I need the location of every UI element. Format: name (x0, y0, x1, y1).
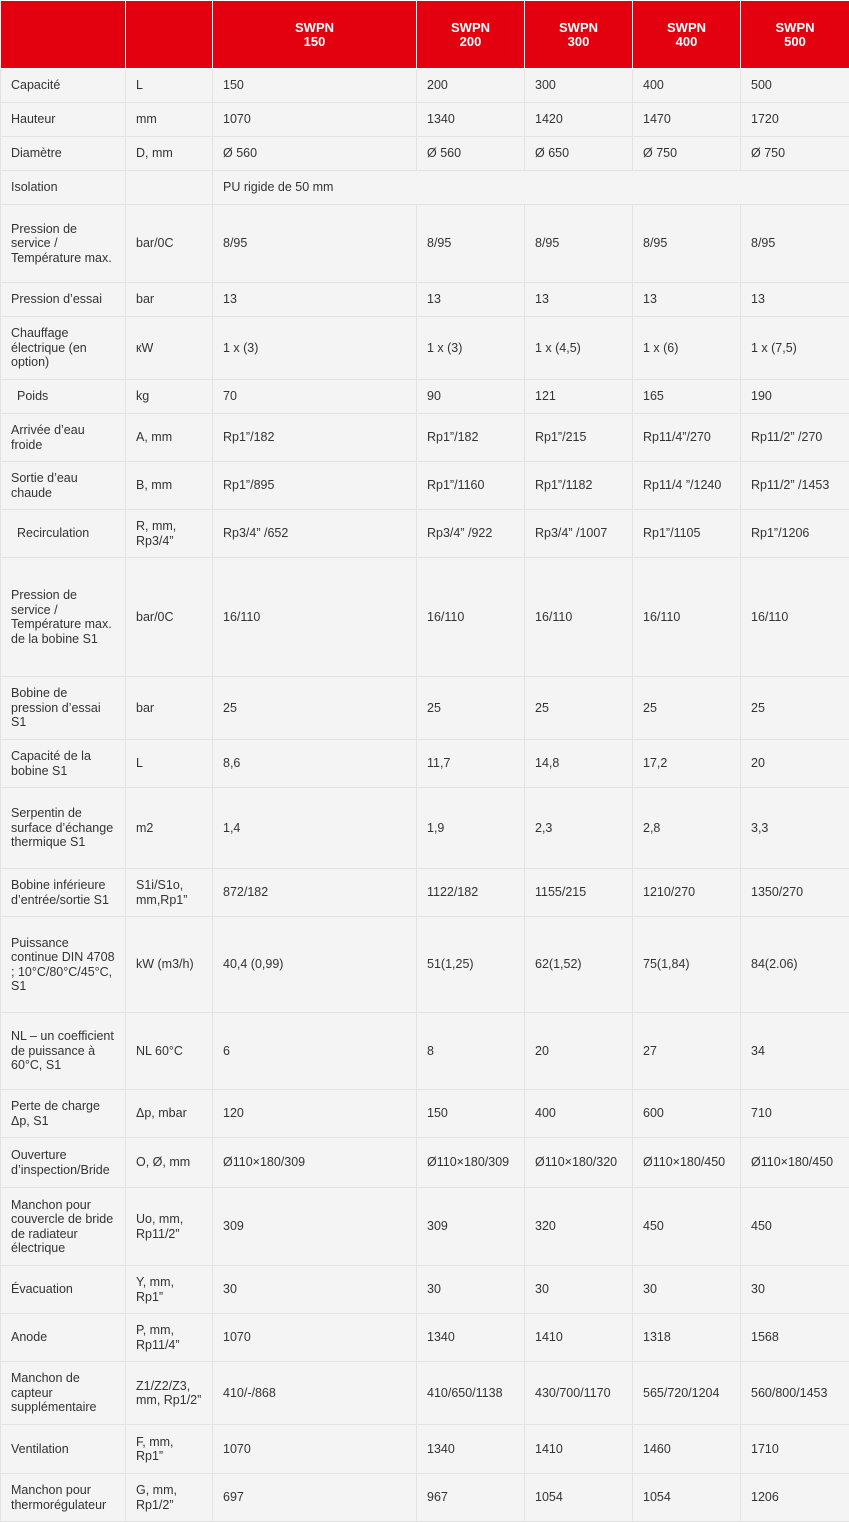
row-unit: bar/0C (126, 205, 213, 283)
table-cell: Rp3/4” /922 (417, 510, 525, 558)
table-cell: 8/95 (213, 205, 417, 283)
table-row (1, 414, 849, 462)
header-cell: SWPN 150 (213, 1, 417, 69)
header-cell: SWPN 200 (417, 1, 525, 69)
table-cell: 1 x (6) (633, 317, 741, 380)
table-cell: Ø 750 (633, 137, 741, 171)
table-cell: Ø110×180/450 (633, 1138, 741, 1188)
table-cell: 27 (633, 1013, 741, 1090)
table-cell: 8,6 (213, 740, 417, 788)
row-label: Capacité de la bobine S1 (1, 740, 126, 788)
table-cell: 1,4 (213, 788, 417, 869)
table-cell: Ø 560 (417, 137, 525, 171)
row-unit: L (126, 69, 213, 103)
row-label: Serpentin de surface d’échange thermique S1 (1, 788, 126, 869)
table-cell: 1410 (525, 1314, 633, 1362)
row-unit: bar (126, 283, 213, 317)
header-cell: SWPN 300 (525, 1, 633, 69)
table-cell: 90 (417, 380, 525, 414)
table-row (1, 1474, 849, 1522)
row-unit: Δp, mbar (126, 1090, 213, 1138)
table-cell: 1318 (633, 1314, 741, 1362)
table-cell: 70 (213, 380, 417, 414)
header-cell: SWPN 400 (633, 1, 741, 69)
table-cell: Rp11/4 ”/1240 (633, 462, 741, 510)
table-cell: 1340 (417, 103, 525, 137)
table-cell: 1720 (741, 103, 849, 137)
table-cell: 872/182 (213, 869, 417, 917)
table-cell: 13 (633, 283, 741, 317)
table-cell: 8/95 (633, 205, 741, 283)
table-cell: Ø110×180/309 (417, 1138, 525, 1188)
table-cell: 84(2.06) (741, 917, 849, 1013)
table-cell: 200 (417, 69, 525, 103)
row-unit: L (126, 740, 213, 788)
table-cell: Rp1”/1105 (633, 510, 741, 558)
table-cell: 34 (741, 1013, 849, 1090)
table-row (1, 171, 849, 205)
table-cell: Rp11/2” /1453 (741, 462, 849, 510)
row-unit: m2 (126, 788, 213, 869)
table-cell: 1070 (213, 1314, 417, 1362)
table-cell: 1340 (417, 1314, 525, 1362)
table-cell: 697 (213, 1474, 417, 1522)
table-cell: 25 (741, 677, 849, 740)
table-cell: 410/-/868 (213, 1362, 417, 1425)
table-cell: Rp11/2” /270 (741, 414, 849, 462)
table-row (1, 1013, 849, 1090)
table-cell: 120 (213, 1090, 417, 1138)
row-unit: кW (126, 317, 213, 380)
table-cell: 16/110 (741, 558, 849, 677)
table-cell: Ø 560 (213, 137, 417, 171)
row-label: Ventilation (1, 1425, 126, 1474)
table-row (1, 103, 849, 137)
row-unit: D, mm (126, 137, 213, 171)
table-cell: 25 (417, 677, 525, 740)
table-cell: 1206 (741, 1474, 849, 1522)
table-cell: Rp1”/1206 (741, 510, 849, 558)
table-cell: 30 (741, 1266, 849, 1314)
row-label (1, 380, 126, 414)
table-cell: Ø 750 (741, 137, 849, 171)
table-cell: 309 (417, 1188, 525, 1266)
table-cell: 2,3 (525, 788, 633, 869)
table-cell: 30 (213, 1266, 417, 1314)
table-cell: 30 (633, 1266, 741, 1314)
table-cell: 16/110 (213, 558, 417, 677)
table-cell-span: PU rigide de 50 mm (213, 171, 849, 205)
table-cell: 1122/182 (417, 869, 525, 917)
row-label: Manchon de capteur supplémentaire (1, 1362, 126, 1425)
table-row (1, 788, 849, 869)
table-cell: 1568 (741, 1314, 849, 1362)
table-cell: 1054 (633, 1474, 741, 1522)
row-unit: NL 60°C (126, 1013, 213, 1090)
table-cell: 565/720/1204 (633, 1362, 741, 1425)
row-label (1, 510, 126, 558)
row-unit: Uo, mm, Rp11/2” (126, 1188, 213, 1266)
header-cell: SWPN 500 (741, 1, 849, 69)
row-unit: A, mm (126, 414, 213, 462)
row-label: Anode (1, 1314, 126, 1362)
table-cell: 2,8 (633, 788, 741, 869)
table-cell: 1070 (213, 1425, 417, 1474)
table-cell: 450 (741, 1188, 849, 1266)
table-row (1, 869, 849, 917)
table-cell: 13 (741, 283, 849, 317)
table-row (1, 1314, 849, 1362)
table-cell: 1420 (525, 103, 633, 137)
table-row (1, 558, 849, 677)
table-cell: 967 (417, 1474, 525, 1522)
row-unit: bar/0C (126, 558, 213, 677)
table-cell: 51(1,25) (417, 917, 525, 1013)
table-row (1, 283, 849, 317)
table-cell: 165 (633, 380, 741, 414)
row-label: Ouverture d’inspection/Bride (1, 1138, 126, 1188)
table-cell: 1 x (3) (417, 317, 525, 380)
table-row (1, 317, 849, 380)
row-label: Manchon pour couvercle de bride de radiateur électrique (1, 1188, 126, 1266)
row-label-text: Recirculation (11, 526, 89, 540)
row-label: Bobine de pression d’essai S1 (1, 677, 126, 740)
table-cell: 30 (525, 1266, 633, 1314)
table-cell: Ø110×180/320 (525, 1138, 633, 1188)
row-label: NL – un coefficient de puissance à 60°C, S1 (1, 1013, 126, 1090)
table-cell: 11,7 (417, 740, 525, 788)
table-row (1, 380, 849, 414)
table-cell: Rp3/4” /652 (213, 510, 417, 558)
table-cell: 8/95 (741, 205, 849, 283)
table-row (1, 1425, 849, 1474)
table-cell: 1 x (4,5) (525, 317, 633, 380)
row-unit: kW (m3/h) (126, 917, 213, 1013)
table-cell: Rp1”/182 (213, 414, 417, 462)
table-cell: Rp1”/182 (417, 414, 525, 462)
table-cell: 30 (417, 1266, 525, 1314)
table-row (1, 677, 849, 740)
table-cell: 20 (741, 740, 849, 788)
table-cell: 190 (741, 380, 849, 414)
table-cell: 25 (213, 677, 417, 740)
row-unit: R, mm, Rp3/4” (126, 510, 213, 558)
table-cell: 13 (525, 283, 633, 317)
row-label: Pression d’essai (1, 283, 126, 317)
table-row (1, 1362, 849, 1425)
row-label: Puissance continue DIN 4708 ; 10°C/80°C/45°C, S1 (1, 917, 126, 1013)
table-row (1, 1266, 849, 1314)
table-cell: 300 (525, 69, 633, 103)
table-cell: 25 (525, 677, 633, 740)
table-cell: 3,3 (741, 788, 849, 869)
table-cell: 40,4 (0,99) (213, 917, 417, 1013)
table-cell: 8/95 (417, 205, 525, 283)
table-row (1, 740, 849, 788)
row-unit (126, 171, 213, 205)
table-cell: Rp3/4” /1007 (525, 510, 633, 558)
row-label: Perte de charge Δp, S1 (1, 1090, 126, 1138)
table-cell: 1070 (213, 103, 417, 137)
row-unit: G, mm, Rp1/2” (126, 1474, 213, 1522)
table-cell: Rp1”/895 (213, 462, 417, 510)
table-cell: Ø110×180/309 (213, 1138, 417, 1188)
row-label: Isolation (1, 171, 126, 205)
row-label: Capacité (1, 69, 126, 103)
table-cell: 1210/270 (633, 869, 741, 917)
table-cell: 1470 (633, 103, 741, 137)
table-header-row (1, 1, 849, 69)
table-cell: Rp1”/1182 (525, 462, 633, 510)
row-label-text: Poids (11, 389, 48, 403)
table-cell: 600 (633, 1090, 741, 1138)
table-cell: 450 (633, 1188, 741, 1266)
table-cell: Ø110×180/450 (741, 1138, 849, 1188)
table-row (1, 69, 849, 103)
row-label: Chauffage électrique (en option) (1, 317, 126, 380)
table-row (1, 917, 849, 1013)
table-cell: 1460 (633, 1425, 741, 1474)
row-label: Manchon pour thermorégulateur (1, 1474, 126, 1522)
table-cell: 500 (741, 69, 849, 103)
row-unit: O, Ø, mm (126, 1138, 213, 1188)
row-unit: Y, mm, Rp1” (126, 1266, 213, 1314)
table-cell: 320 (525, 1188, 633, 1266)
table-cell: 400 (633, 69, 741, 103)
table-cell: 16/110 (417, 558, 525, 677)
header-cell (1, 1, 126, 69)
row-unit: Z1/Z2/Z3, mm, Rp1/2” (126, 1362, 213, 1425)
table-cell: Rp1”/1160 (417, 462, 525, 510)
row-label: Évacuation (1, 1266, 126, 1314)
table-cell: 560/800/1453 (741, 1362, 849, 1425)
row-label: Arrivée d’eau froide (1, 414, 126, 462)
row-unit: F, mm, Rp1” (126, 1425, 213, 1474)
table-row (1, 137, 849, 171)
table-cell: 1155/215 (525, 869, 633, 917)
table-cell: 309 (213, 1188, 417, 1266)
table-cell: 16/110 (633, 558, 741, 677)
table-cell: 430/700/1170 (525, 1362, 633, 1425)
table-cell: 8/95 (525, 205, 633, 283)
table-cell: Rp11/4”/270 (633, 414, 741, 462)
table-cell: 1710 (741, 1425, 849, 1474)
table-row (1, 1188, 849, 1266)
table-cell: 13 (213, 283, 417, 317)
table-cell: 121 (525, 380, 633, 414)
table-cell: 14,8 (525, 740, 633, 788)
table-cell: 1410 (525, 1425, 633, 1474)
row-unit: kg (126, 380, 213, 414)
table-cell: 1 x (7,5) (741, 317, 849, 380)
table-cell: 1,9 (417, 788, 525, 869)
table-cell: 400 (525, 1090, 633, 1138)
table-cell: Ø 650 (525, 137, 633, 171)
table-cell: 150 (213, 69, 417, 103)
row-label: Bobine inférieure d’entrée/sortie S1 (1, 869, 126, 917)
table-cell: 17,2 (633, 740, 741, 788)
table-cell: 1350/270 (741, 869, 849, 917)
table-row (1, 1138, 849, 1188)
table-row (1, 205, 849, 283)
table-cell: 20 (525, 1013, 633, 1090)
row-label: Hauteur (1, 103, 126, 137)
table-row (1, 462, 849, 510)
table-cell: 25 (633, 677, 741, 740)
table-cell: 62(1,52) (525, 917, 633, 1013)
table-cell: 16/110 (525, 558, 633, 677)
table-cell: 1054 (525, 1474, 633, 1522)
table-cell: 8 (417, 1013, 525, 1090)
row-unit: P, mm, Rp11/4” (126, 1314, 213, 1362)
table-cell: 6 (213, 1013, 417, 1090)
table-row (1, 510, 849, 558)
row-unit: S1i/S1o, mm,Rp1” (126, 869, 213, 917)
table-cell: Rp1”/215 (525, 414, 633, 462)
table-cell: 1 x (3) (213, 317, 417, 380)
table-cell: 1340 (417, 1425, 525, 1474)
table-row (1, 1090, 849, 1138)
header-cell (126, 1, 213, 69)
table-cell: 75(1,84) (633, 917, 741, 1013)
row-label: Pression de service / Température max. (1, 205, 126, 283)
row-label: Pression de service / Température max. de la bobine S1 (1, 558, 126, 677)
table-cell: 13 (417, 283, 525, 317)
row-unit: B, mm (126, 462, 213, 510)
row-label: Sortie d’eau chaude (1, 462, 126, 510)
table-cell: 710 (741, 1090, 849, 1138)
row-unit: mm (126, 103, 213, 137)
row-label: Diamètre (1, 137, 126, 171)
row-unit: bar (126, 677, 213, 740)
table-cell: 150 (417, 1090, 525, 1138)
table-cell: 410/650/1138 (417, 1362, 525, 1425)
